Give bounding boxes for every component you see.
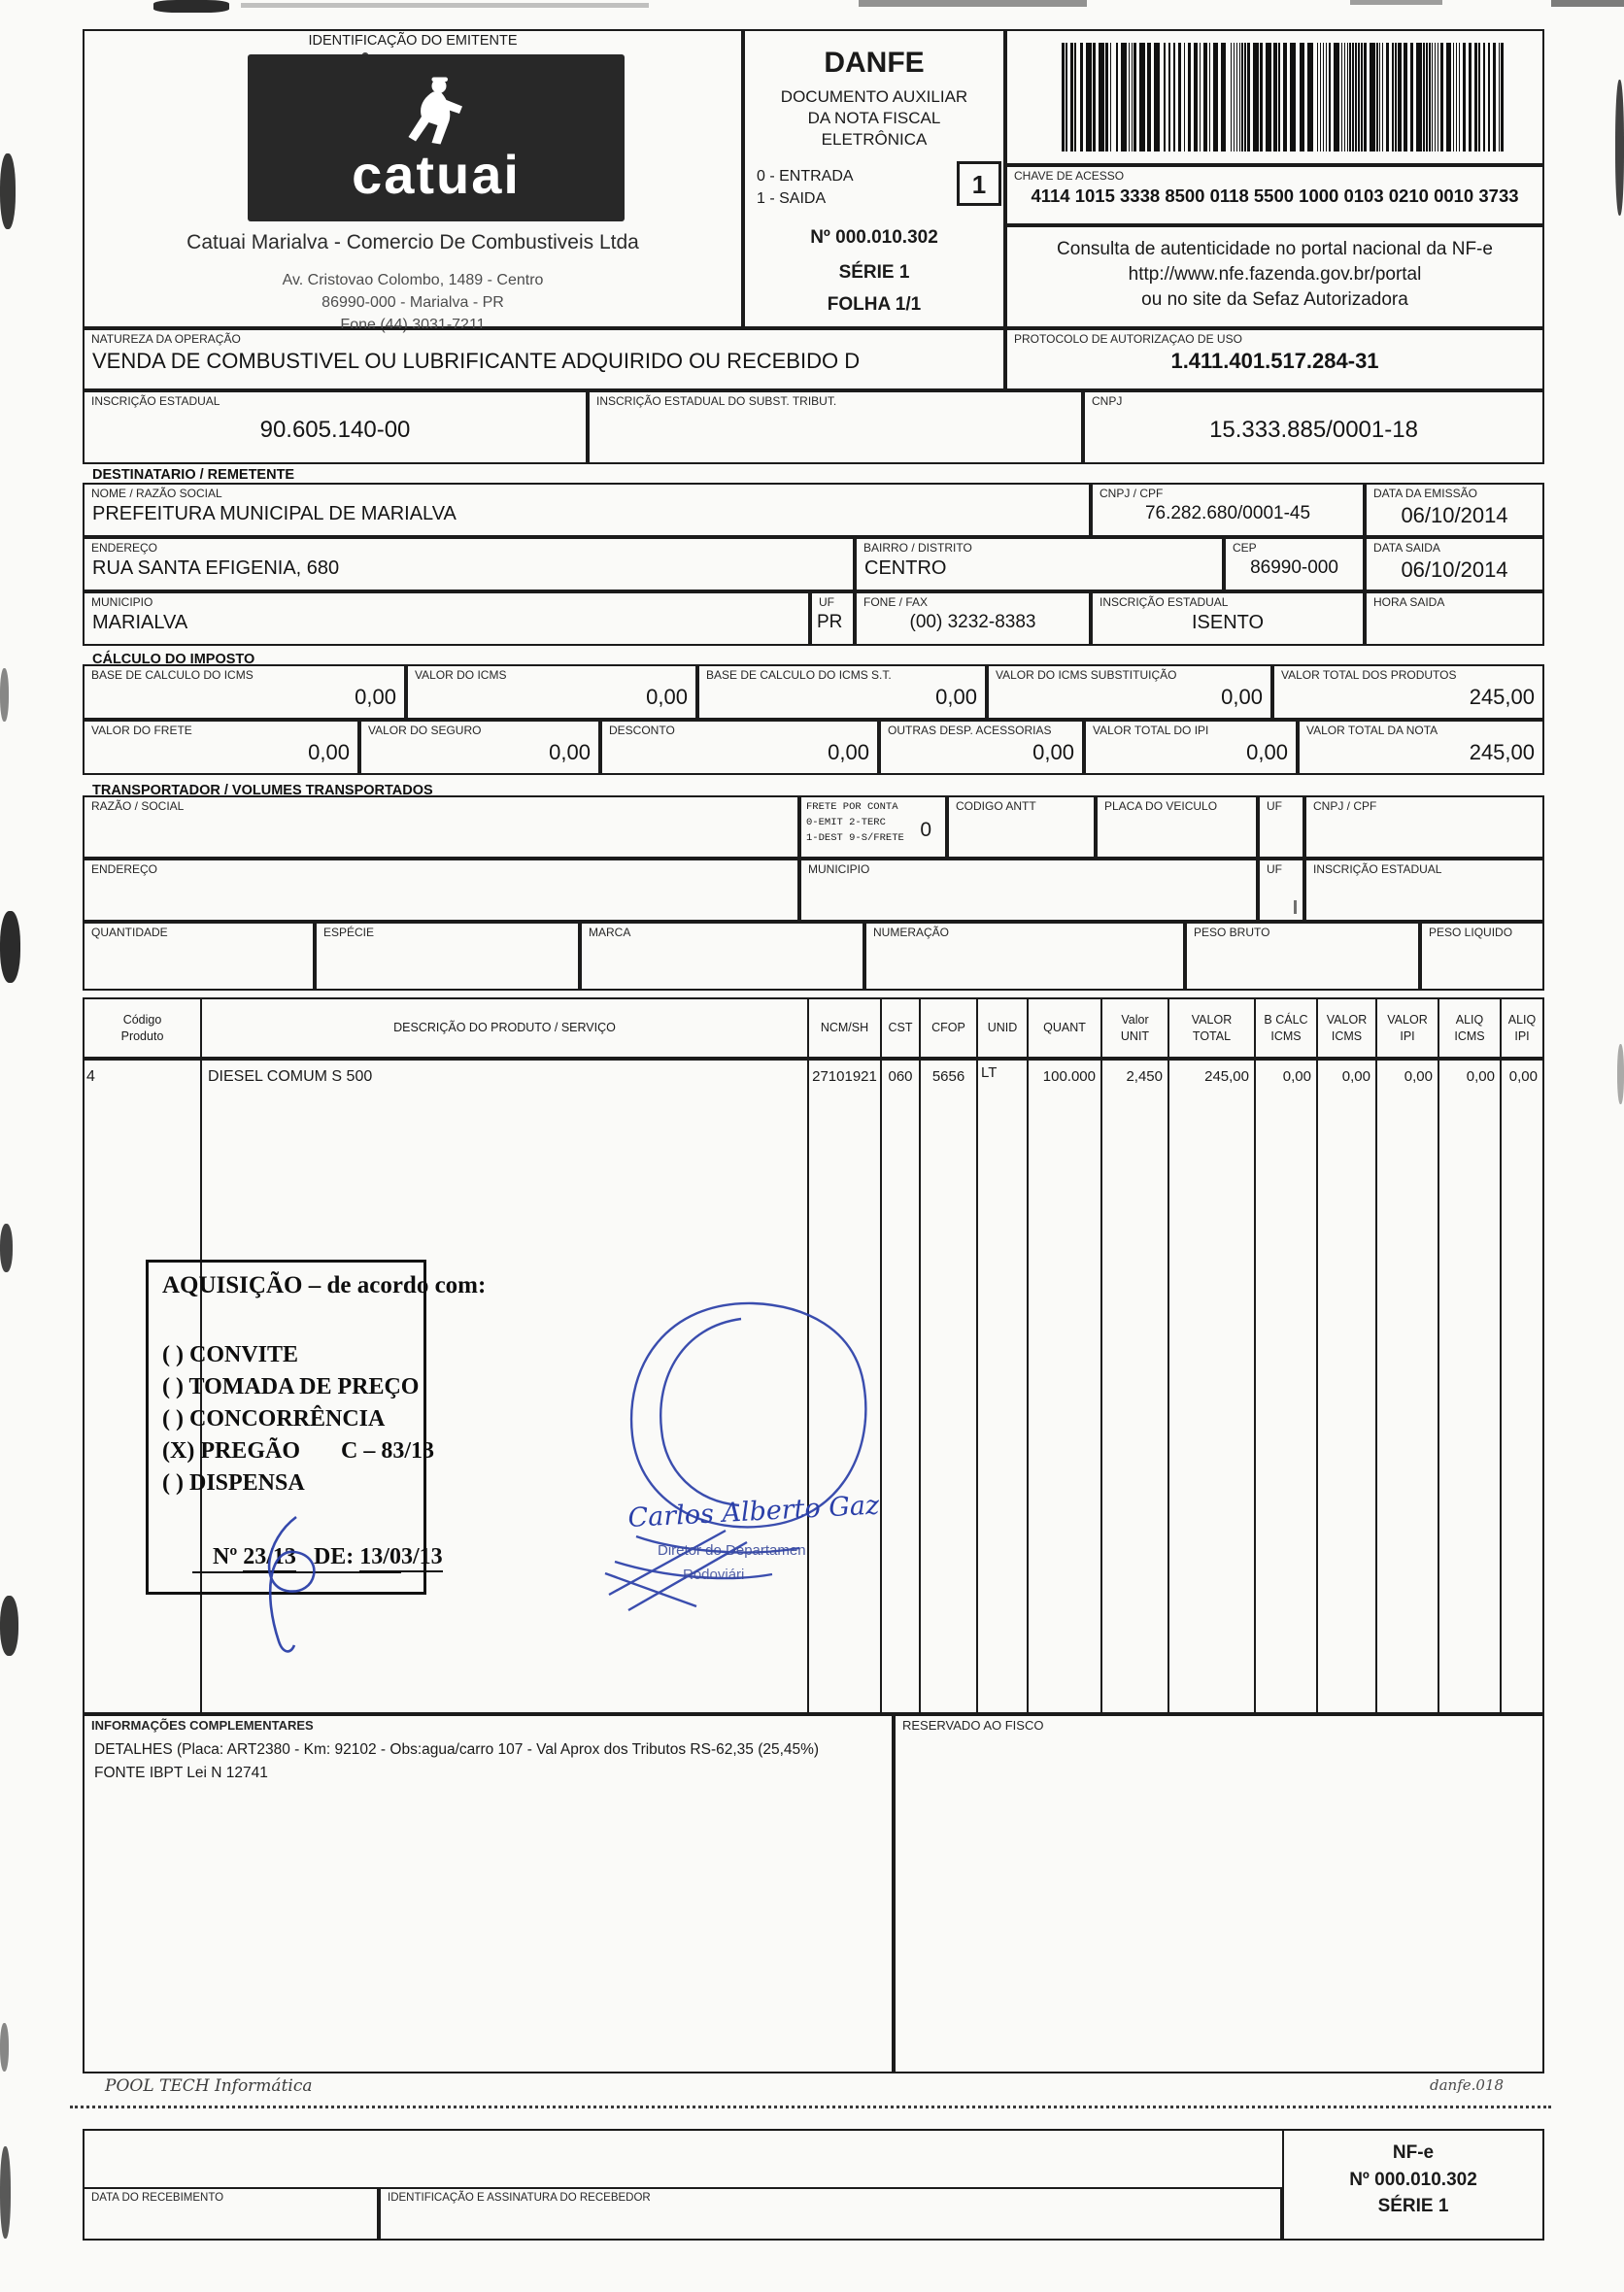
carrier-ie-box — [1304, 859, 1544, 922]
complementary-info-box — [83, 1714, 894, 2073]
quantity-box — [83, 922, 315, 991]
danfe-folha: FOLHA 1/1 — [827, 294, 922, 315]
state-registration-value: 90.605.140-00 — [259, 416, 411, 443]
cnpj-value: 15.333.885/0001-18 — [1209, 416, 1418, 443]
recipient-address-box — [83, 537, 855, 591]
stamp-option-concorrencia: ( ) CONCORRÊNCIA — [162, 1406, 386, 1432]
item-col-header: UNID — [978, 999, 1029, 1057]
carrier-ie-label: INSCRIÇÃO ESTADUAL — [1313, 862, 1442, 876]
freight-type-value: 0 — [920, 819, 931, 841]
authenticity-line2: http://www.nfe.fazenda.gov.br/portal — [1128, 264, 1422, 285]
tax-value: 0,00 — [1221, 684, 1263, 709]
uf-box — [810, 591, 855, 646]
tax-value: 0,00 — [646, 684, 688, 709]
freight-type-label3: 1-DEST 9-S/FRETE — [806, 832, 904, 844]
freight-type-label1: FRETE POR CONTA — [806, 801, 898, 813]
tax-label: VALOR DO ICMS SUBSTITUIÇÃO — [996, 668, 1177, 682]
stamp-title: AQUISIÇÃO – de acordo com: — [162, 1272, 487, 1298]
authenticity-line1: Consulta de autenticidade no portal nacional da NF-e — [1057, 239, 1493, 259]
carrier-uf-label: UF — [1267, 799, 1282, 813]
phone-value: (00) 3232-8383 — [909, 611, 1036, 632]
stub-nfe-number: Nº 000.010.302 — [1349, 2170, 1477, 2190]
carrier-address-label: ENDEREÇO — [91, 862, 158, 876]
species-label: ESPÉCIE — [323, 926, 375, 939]
tax-box — [697, 664, 987, 720]
departure-date-box — [1365, 537, 1544, 591]
stub-nfe-serie: SÉRIE 1 — [1377, 2196, 1449, 2216]
cnpj-box — [1083, 390, 1544, 464]
item-col-header: Valor UNIT — [1102, 999, 1169, 1057]
operation-nature-box — [83, 328, 1005, 390]
danfe-box — [743, 29, 1005, 328]
tax-label: VALOR TOTAL DO IPI — [1093, 724, 1209, 737]
scan-artifact — [1617, 1044, 1624, 1104]
scan-artifact — [1615, 80, 1624, 216]
carrier-section-title: TRANSPORTADOR / VOLUMES TRANSPORTADOS — [92, 783, 433, 798]
acquisition-stamp — [146, 1260, 487, 1595]
cep-box — [1224, 537, 1365, 591]
company-logo — [248, 54, 625, 221]
municipality-label: MUNICIPIO — [91, 595, 153, 609]
danfe-subtitle-2: DA NOTA FISCAL — [807, 109, 941, 127]
danfe-saida-label: 1 - SAIDA — [757, 190, 827, 207]
item-aliq-ipi: 0,00 — [1508, 1068, 1538, 1085]
coffee-picker-icon — [389, 76, 483, 151]
stamp-option-convite: ( ) CONVITE — [162, 1342, 299, 1367]
item-col-header: CST — [882, 999, 921, 1057]
tax-value: 0,00 — [549, 739, 591, 764]
issue-date-value: 06/10/2014 — [1401, 502, 1508, 527]
scan-artifact — [0, 668, 9, 722]
signature-name: Carlos Alberto Gaz — [626, 1490, 880, 1534]
tax-label: VALOR DO SEGURO — [368, 724, 482, 737]
tax-value: 0,00 — [355, 684, 396, 709]
antt-code-label: CODIGO ANTT — [956, 799, 1036, 813]
subst-registration-box — [588, 390, 1083, 464]
access-key-label: CHAVE DE ACESSO — [1014, 169, 1125, 183]
layout-credit: danfe.018 — [1430, 2076, 1505, 2094]
freight-type-label2: 0-EMIT 2-TERC — [806, 817, 886, 828]
stub-nfe-box — [1282, 2129, 1544, 2241]
departure-time-label: HORA SAIDA — [1373, 595, 1445, 609]
reserved-fisco-label: RESERVADO AO FISCO — [902, 1718, 1044, 1733]
item-bcalc-icms: 0,00 — [1256, 1061, 1318, 1712]
uf-label: UF — [819, 595, 834, 609]
item-col-header: VALOR IPI — [1377, 999, 1439, 1057]
stamp-date: 13/03/13 — [359, 1544, 442, 1572]
antt-code-box — [947, 795, 1096, 859]
item-vtotal: 245,00 — [1169, 1061, 1256, 1712]
scan-artifact — [0, 911, 20, 983]
scan-artifact — [1551, 0, 1624, 7]
stub-receipt-date-label: DATA DO RECEBIMENTO — [91, 2192, 224, 2204]
access-key-box — [1005, 165, 1544, 225]
danfe-numero: Nº 000.010.302 — [810, 227, 938, 248]
tax-label: VALOR TOTAL DOS PRODUTOS — [1281, 668, 1457, 682]
item-col-header: VALOR TOTAL — [1169, 999, 1256, 1057]
danfe-entrada-label: 0 - ENTRADA — [757, 168, 854, 185]
scan-artifact — [0, 2023, 9, 2072]
emitter-name: Catuai Marialva - Comercio De Combustiveis Ltda — [186, 231, 639, 253]
signature-role-1: Diretor do Departamen — [658, 1542, 806, 1559]
access-key-value: 4114 1015 3338 8500 0118 5500 1000 0103 0210 0010 3733 — [1031, 185, 1519, 206]
state-registration-box — [83, 390, 588, 464]
tax-section-title: CÁLCULO DO IMPOSTO — [92, 652, 255, 667]
item-codigo: 4 — [85, 1061, 202, 1712]
tax-label: OUTRAS DESP. ACESSORIAS — [888, 724, 1052, 737]
scan-artifact — [241, 3, 649, 8]
stamp-num: 23/13 — [243, 1544, 296, 1572]
brand-box — [580, 922, 864, 991]
recipient-ie-box — [1091, 591, 1365, 646]
authenticity-box — [1005, 225, 1544, 328]
recipient-name-label: NOME / RAZÃO SOCIAL — [91, 487, 222, 500]
recipient-cnpj-value: 76.282.680/0001-45 — [1144, 502, 1311, 523]
municipality-box — [83, 591, 810, 646]
tax-value: 245,00 — [1469, 684, 1535, 709]
stub-receiver-signature-label: IDENTIFICAÇÃO E ASSINATURA DO RECEBEDOR — [388, 2192, 651, 2204]
tax-label: DESCONTO — [609, 724, 675, 737]
item-col-header: DESCRIÇÃO DO PRODUTO / SERVIÇO — [202, 999, 809, 1057]
phone-box — [855, 591, 1091, 646]
carrier-uf2-label: UF — [1267, 862, 1282, 876]
authorization-protocol-value: 1.411.401.517.284-31 — [1170, 348, 1379, 373]
issue-date-box — [1365, 483, 1544, 537]
item-valor-ipi: 0,00 — [1377, 1061, 1439, 1712]
scan-artifact — [0, 1596, 18, 1656]
tax-box — [359, 720, 600, 775]
brand-label: MARCA — [589, 926, 631, 939]
uf-value: PR — [817, 611, 843, 632]
scan-artifact — [153, 0, 229, 13]
recipient-ie-value: ISENTO — [1191, 611, 1265, 633]
freight-type-box — [799, 795, 947, 859]
signature — [578, 1282, 928, 1641]
state-registration-label: INSCRIÇÃO ESTADUAL — [91, 394, 220, 408]
district-label: BAIRRO / DISTRITO — [863, 541, 972, 555]
gross-weight-box — [1185, 922, 1420, 991]
emitter-section-label: IDENTIFICAÇÃO DO EMITENTE — [308, 33, 518, 49]
authenticity-line3: ou no site da Sefaz Autorizadora — [1141, 289, 1408, 310]
recipient-name-box — [83, 483, 1091, 537]
vehicle-plate-label: PLACA DO VEICULO — [1104, 799, 1218, 813]
barcode — [1062, 43, 1506, 152]
stamp-num-label: Nº — [213, 1544, 238, 1569]
danfe-serie: SÉRIE 1 — [838, 262, 910, 283]
signature-role-2: Rodoviári — [683, 1567, 745, 1583]
carrier-municipality-box — [799, 859, 1258, 922]
emitter-address-line2: 86990-000 - Marialva - PR — [321, 294, 504, 311]
recipient-address-label: ENDEREÇO — [91, 541, 158, 555]
item-quant: 100.000 — [1029, 1061, 1102, 1712]
numbering-box — [864, 922, 1185, 991]
carrier-cnpj-label: CNPJ / CPF — [1313, 799, 1377, 813]
stub-receipt-date-box — [83, 2187, 379, 2241]
tax-value: 0,00 — [935, 684, 977, 709]
carrier-municipality-label: MUNICIPIO — [808, 862, 870, 876]
departure-time-value — [1367, 610, 1542, 614]
danfe-subtitle-3: ELETRÔNICA — [821, 130, 928, 149]
recipient-name-value: PREFEITURA MUNICIPAL DE MARIALVA — [92, 502, 457, 524]
recipient-address-value: RUA SANTA EFIGENIA, 680 — [92, 556, 340, 579]
complementary-info-line1: DETALHES (Placa: ART2380 - Km: 92102 - Obs:agua/carro 107 - Val Aprox dos Tributos RS-62,35 (25,45%) — [94, 1741, 820, 1758]
net-weight-label: PESO LIQUIDO — [1429, 926, 1513, 939]
item-col-header: ALIQ ICMS — [1439, 999, 1502, 1057]
carrier-uf2-box — [1258, 859, 1304, 922]
item-col-header: CFOP — [921, 999, 978, 1057]
net-weight-box — [1420, 922, 1544, 991]
complementary-info-line2: FONTE IBPT Lei N 12741 — [94, 1765, 268, 1781]
danfe-subtitle-1: DOCUMENTO AUXILIAR — [780, 87, 968, 106]
scan-artifact — [1350, 0, 1442, 5]
tax-label: BASE DE CALCULO DO ICMS S.T. — [706, 668, 892, 682]
stamp-option-pregao: (X) PREGÃO C – 83/13 — [162, 1438, 434, 1464]
recipient-section-title: DESTINATARIO / REMETENTE — [92, 467, 295, 483]
items-table-header — [83, 997, 1544, 1059]
carrier-uf-box — [1258, 795, 1304, 859]
item-vunit: 2,450 — [1102, 1061, 1169, 1712]
emitter-box — [83, 29, 743, 333]
danfe-title: DANFE — [824, 47, 925, 79]
recipient-cnpj-label: CNPJ / CPF — [1100, 487, 1164, 500]
departure-time-box — [1365, 591, 1544, 646]
quantity-label: QUANTIDADE — [91, 926, 168, 939]
tax-box — [1084, 720, 1298, 775]
emitter-address-line3: Fone (44) 3031-7211 — [340, 317, 486, 333]
item-col-header: NCM/SH — [809, 999, 882, 1057]
item-col-header: ALIQ IPI — [1507, 1013, 1537, 1043]
tax-box — [987, 664, 1272, 720]
tax-value: 245,00 — [1469, 739, 1535, 764]
tax-box — [1272, 664, 1544, 720]
recipient-cnpj-box — [1091, 483, 1365, 537]
carrier-address-box — [83, 859, 799, 922]
departure-date-label: DATA SAIDA — [1373, 541, 1440, 555]
stamp-rubric — [236, 1505, 353, 1661]
departure-date-value: 06/10/2014 — [1401, 556, 1508, 582]
district-box — [855, 537, 1224, 591]
item-col-header: B CÁLC ICMS — [1256, 999, 1318, 1057]
item-col-header: Código Produto — [85, 999, 202, 1057]
carrier-name-box — [83, 795, 799, 859]
item-unid: LT — [978, 1061, 1029, 1712]
item-valor-icms: 0,00 — [1318, 1061, 1377, 1712]
district-value: CENTRO — [864, 556, 947, 579]
item-descricao: DIESEL COMUM S 500 — [202, 1061, 809, 1712]
item-col-header: VALOR ICMS — [1318, 999, 1377, 1057]
stub-receiver-signature-box — [379, 2187, 1282, 2241]
tax-value: 0,00 — [1246, 739, 1288, 764]
reserved-fisco-box — [894, 1714, 1544, 2073]
stamp-option-dispensa: ( ) DISPENSA — [162, 1470, 305, 1496]
species-box — [315, 922, 580, 991]
municipality-value: MARIALVA — [92, 611, 188, 633]
issue-date-label: DATA DA EMISSÃO — [1373, 487, 1477, 500]
tax-label: VALOR TOTAL DA NOTA — [1306, 724, 1438, 737]
logo-wordmark: catuai — [352, 144, 521, 206]
stamp-option-tomada: ( ) TOMADA DE PREÇO — [162, 1374, 420, 1399]
tax-box — [1298, 720, 1544, 775]
item-ncm: 27101921 — [809, 1061, 882, 1712]
stub-nfe-title: NF-e — [1392, 2142, 1435, 2163]
tax-box — [600, 720, 879, 775]
authorization-protocol-box — [1005, 328, 1544, 390]
cnpj-label: CNPJ — [1092, 394, 1123, 408]
tax-value: 0,00 — [1032, 739, 1074, 764]
stamp-de-label: DE: — [313, 1544, 355, 1569]
perforation-line — [70, 2106, 1551, 2108]
phone-label: FONE / FAX — [863, 595, 929, 609]
scan-artifact — [859, 0, 1087, 7]
tax-value: 0,00 — [828, 739, 869, 764]
carrier-name-label: RAZÃO / SOCIAL — [91, 799, 185, 813]
emitter-address-line1: Av. Cristovao Colombo, 1489 - Centro — [282, 272, 544, 288]
tax-box — [83, 664, 406, 720]
scan-artifact — [0, 1224, 13, 1272]
numbering-label: NUMERAÇÃO — [873, 926, 950, 939]
item-cfop: 5656 — [921, 1061, 978, 1712]
scan-artifact — [0, 2146, 11, 2239]
item-col-header: QUANT — [1029, 999, 1102, 1057]
subst-registration-label: INSCRIÇÃO ESTADUAL DO SUBST. TRIBUT. — [596, 394, 837, 408]
carrier-cnpj-box — [1304, 795, 1544, 859]
vehicle-plate-box — [1096, 795, 1258, 859]
gross-weight-label: PESO BRUTO — [1194, 926, 1270, 939]
operation-nature-value: VENDA DE COMBUSTIVEL OU LUBRIFICANTE ADQUIRIDO OU RECEBIDO D — [92, 348, 861, 373]
tax-box — [83, 720, 359, 775]
software-credit: POOL TECH Informática — [105, 2076, 313, 2096]
tax-value: 0,00 — [308, 739, 350, 764]
tax-label: VALOR DO ICMS — [415, 668, 507, 682]
tax-label: BASE DE CALCULO DO ICMS — [91, 668, 254, 682]
danfe-tipo-box: 1 — [957, 161, 1001, 206]
tax-box — [879, 720, 1084, 775]
recipient-ie-label: INSCRIÇÃO ESTADUAL — [1100, 595, 1229, 609]
tax-label: VALOR DO FRETE — [91, 724, 192, 737]
operation-nature-label: NATUREZA DA OPERAÇÃO — [91, 332, 241, 346]
item-cst: 060 — [882, 1061, 921, 1712]
authorization-protocol-label: PROTOCOLO DE AUTORIZAÇAO DE USO — [1014, 332, 1242, 346]
cep-value: 86990-000 — [1250, 556, 1338, 578]
scan-artifact — [0, 153, 16, 229]
item-aliq-icms: 0,00 — [1439, 1061, 1502, 1712]
cep-label: CEP — [1233, 541, 1257, 555]
complementary-info-label: INFORMAÇÕES COMPLEMENTARES — [91, 1718, 314, 1733]
tax-box — [406, 664, 697, 720]
